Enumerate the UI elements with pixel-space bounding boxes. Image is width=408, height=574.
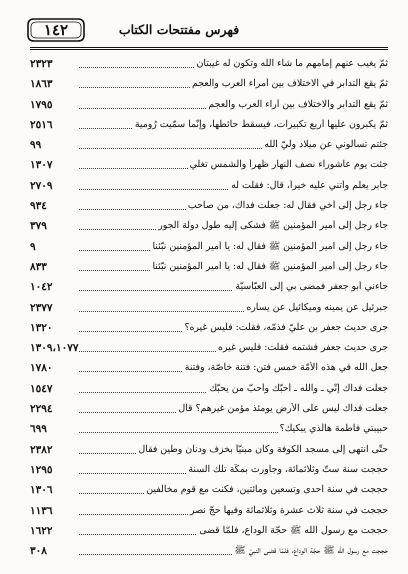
index-entry (30, 299, 388, 319)
index-entry (30, 400, 388, 420)
entry-page-number: ٢٥١٦ (30, 119, 78, 131)
entry-text: ثمّ يكبرون عليها أربع تكبيرات، فيسقط حائطها، وإنّما سمّيت رُومية (134, 118, 388, 130)
entry-page-number: ١٥٤٧ (30, 383, 78, 395)
entry-text: جرى حديث جعفر فشتمه فقلت: فليس غيره (218, 342, 388, 354)
entry-page-number: ٩٩ (30, 139, 78, 151)
entry-text: حبيبتي فاطمة هالّذي يبكيك؟ (279, 423, 388, 435)
entry-text: ثمّ يقع التدابر والاختلاف بين آراء العرب والعجم (208, 98, 388, 110)
entry-page-number: ٩٣٤ (30, 200, 78, 212)
entry-text: جعل الله في هذه الأمّة خمس فتن: فتنة خاصّة، وفتنة (184, 362, 388, 374)
page-header (30, 16, 388, 46)
entry-page-number: ٣٧٩ (30, 220, 78, 232)
entry-page-number: ١١٣٦ (30, 505, 78, 517)
entry-text: جابر يعلم وأتني عليه خيراً، قال: فقلت له (231, 179, 388, 191)
entry-text: جعلت فداك إنّي ـ والله ـ أحبّك وأحبّ من يحبّك (209, 382, 388, 394)
entry-text: جاء رجل إلى امير المؤمنين ﷺ فقال له: يا أمير المؤمنين نبّئنا (152, 240, 388, 252)
page-title: فهرس مفتتحات الكتاب (118, 22, 240, 37)
entry-page-number: ٢٢٩٤ (30, 403, 78, 415)
entry-page-number: ١٣٠٧ (30, 159, 78, 171)
index-entry (30, 359, 388, 379)
entry-page-number: ٨٣٣ (30, 261, 78, 273)
entry-page-number: ١٣٢٠ (30, 322, 78, 334)
entry-text: ثمّ يغيب عنهم إمامهم ما شاء الله وتكون له غيبتان (196, 58, 388, 69)
entry-text: حججت في سنة ثلاث عشرة وثلاثمائة وفيها حجّ نصر (189, 504, 388, 516)
entry-page-number: ١٦٢٢ (30, 525, 78, 537)
entry-text: جاء رجل إلى أخي فقال له: جعلت فداك، من صاحب (187, 200, 388, 212)
entry-text: حججت مع رسول الله ﷺ حجّة الوداع، فلمّا قضى (199, 524, 388, 536)
index-entry (30, 55, 388, 75)
entry-page-number: ١٨٦٣ (30, 78, 78, 90)
entry-page-number: ١٧٨٠ (30, 362, 78, 374)
index-entry (30, 96, 388, 116)
entry-page-number: ٩ (30, 241, 78, 253)
index-entry (30, 177, 388, 197)
entry-text: جاءني أبو جعفر فمضى بي إلى العبّاسيّة (235, 281, 388, 293)
entry-text: جئتم تسألوني عن ميلاد وليّ الله (264, 139, 388, 151)
entry-page-number: ٢٧٠٩ (30, 180, 78, 192)
index-entry (30, 197, 388, 217)
entry-page-number: ٢٣٢٣ (30, 58, 78, 70)
index-entry (30, 542, 388, 562)
entry-text: جاء رجل إلى أمير المؤمنين ﷺ فقال له: يا أمير المؤمنين نبّئنا (152, 260, 388, 272)
index-entry (30, 278, 388, 298)
index-entry (30, 441, 388, 461)
entry-text: جرى حديث جعفر بن عليّ فذمّه، فقلت: فليس غيره؟ (184, 321, 388, 333)
entry-text: جبرئيل عن يمينه وميكائيل عن يساره (246, 301, 388, 313)
index-entry (30, 238, 388, 258)
header-divider (30, 47, 388, 50)
index-entry (30, 75, 388, 95)
entry-page-number: ٢٣٧٧ (30, 302, 78, 314)
index-entry (30, 380, 388, 400)
index-entry (30, 156, 388, 176)
entry-page-number: ١٣٠٩،١٠٧٧ (30, 342, 79, 355)
entry-text: ثمّ يقع التدابر في الاختلاف بين أمراء العرب والعجم (192, 78, 388, 90)
index-list (30, 55, 388, 562)
index-entry (30, 461, 388, 481)
entry-page-number: ٦٩٩ (30, 423, 78, 435)
index-entry (30, 136, 388, 156)
index-entry (30, 319, 388, 339)
entry-text: حججت مع رسول الله ﷺ حجّة الوداع، فلمّا قضى النبيّ ﷺ (234, 545, 388, 557)
entry-text: حتّى انتهى إلى مسجد الكوفة وكان مبنيّاً بخزف ودنان وطين فقال (138, 443, 388, 455)
index-entry (30, 217, 388, 237)
index-entry (30, 502, 388, 522)
entry-page-number: ١٢٩٥ (30, 464, 78, 476)
entry-page-number: ١٣٠٦ (30, 484, 78, 496)
index-entry (30, 481, 388, 501)
entry-text: جعلت فداك ليس على الأرض يومئذ مؤمن غيرهم؟ قال (178, 403, 388, 415)
index-entry (30, 339, 388, 359)
entry-page-number: ٣٠٨ (30, 545, 78, 557)
index-entry (30, 116, 388, 136)
entry-page-number: ٢٣٨٢ (30, 444, 78, 456)
entry-page-number: ١٠٤٢ (30, 281, 78, 293)
entry-text: حججت في سنة احدى وتسعين ومائتين، فكنت مع قوم مخالفين (146, 484, 388, 496)
entry-text: جاء رجل إلى أمير المؤمنين ﷺ فشكى إليه طول دولة الجور (158, 220, 388, 232)
index-entry (30, 420, 388, 440)
page-number: ١٤٢ (43, 21, 69, 39)
entry-page-number: ١٧٩٥ (30, 99, 78, 111)
index-entry (30, 258, 388, 278)
index-entry (30, 522, 388, 542)
entry-text: حججت سنة ستّ وثلاثمائة، وجاورت بمكّة تلك السنة (188, 463, 388, 475)
entry-text: جئت يوم عاشوراء نصف النهار ظهراً والشمس تغلي (189, 159, 388, 171)
